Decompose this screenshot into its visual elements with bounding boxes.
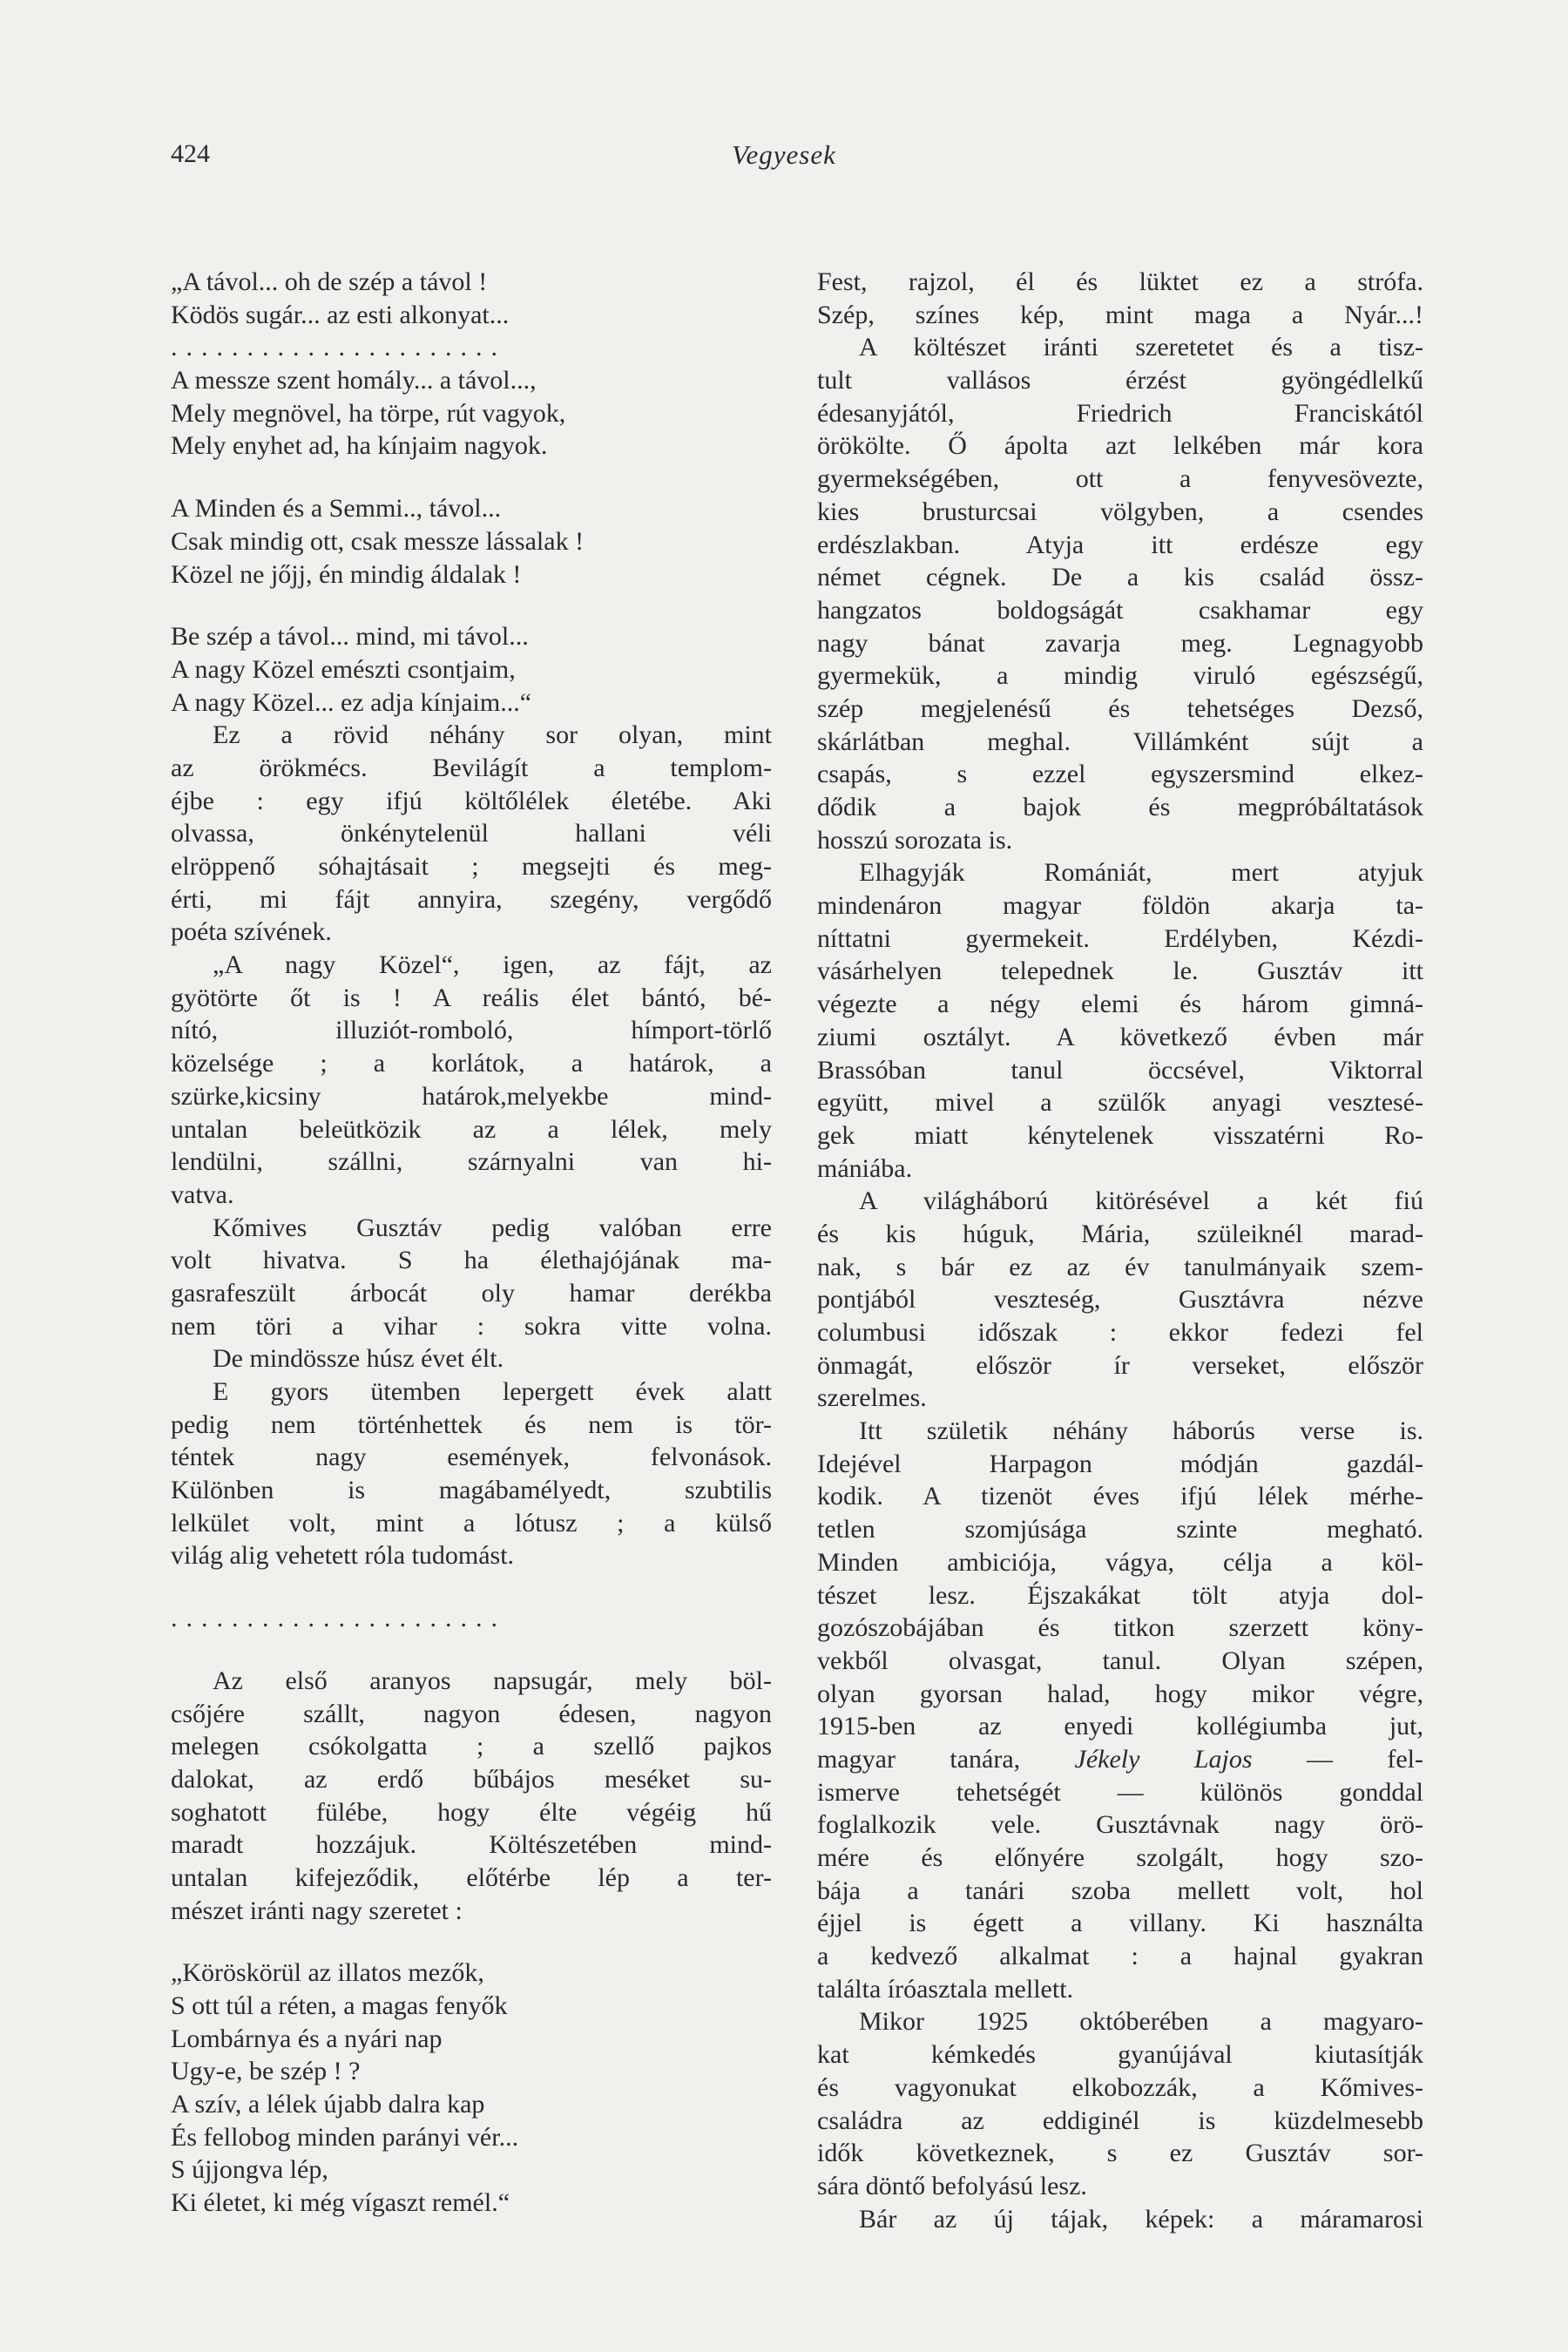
text-line: erdészlakban. Atyja itt erdésze egy <box>817 530 1423 559</box>
text-line: Az első aranyos napsugár, mely böl- <box>213 1666 772 1695</box>
text-line: hangzatos boldogságát csakhamar egy <box>817 595 1423 625</box>
text-line: Ködös sugár... az esti alkonyat... <box>171 300 510 329</box>
text-line: kat kémkedés gyanújával kiutasítják <box>817 2040 1423 2070</box>
text-line: A nagy Közel... ez adja kínjaim...“ <box>171 687 532 717</box>
text-line: Csak mindig ott, csak messze lássalak ! <box>171 526 585 556</box>
text-line: melegen csókolgatta ; a szellő pajkos <box>171 1732 772 1761</box>
text-line: Ez a rövid néhány sor olyan, mint <box>213 720 772 750</box>
text-line: „A távol... oh de szép a távol ! <box>171 267 488 296</box>
text-line: gyermekségében, ott a fenyvesövezte, <box>817 464 1423 494</box>
text-line: olyan gyorsan halad, hogy mikor végre, <box>817 1679 1423 1708</box>
line-gap <box>171 1572 772 1602</box>
text-line: elröppenő sóhajtásait ; megsejti és meg- <box>171 852 772 881</box>
text-line: tetlen szomjúsága szinte megható. <box>817 1515 1423 1544</box>
text-line: poéta szívének. <box>171 917 332 947</box>
text-line: nem töri a vihar : sokra vitte volna. <box>171 1311 772 1341</box>
text-line: együtt, mivel a szülők anyagi vesztesé- <box>817 1088 1423 1118</box>
text-line: olvassa, önkénytelenül hallani véli <box>171 819 772 848</box>
text-line: kodik. A tizenöt éves ifjú lélek mérhe- <box>817 1482 1423 1511</box>
text-line: csapás, s ezzel egyszersmind elkez- <box>817 760 1423 789</box>
text-line: A Minden és a Semmi.., távol... <box>171 494 502 524</box>
text-line: A költészet iránti szeretetet és a tisz- <box>859 333 1423 362</box>
text-line: családra az eddiginél is küzdelmesebb <box>817 2105 1423 2135</box>
text-line: 1915-ben az enyedi kollégiumba jut, <box>817 1712 1423 1741</box>
text-line: Idejével Harpagon módján gazdál- <box>817 1449 1423 1478</box>
text-line: lendülni, szállni, szárnyalni van hi- <box>171 1147 772 1177</box>
text-line: tészet lesz. Éjszakákat tölt atyja dol- <box>817 1580 1423 1610</box>
line-gap <box>171 1635 772 1665</box>
text-line: Itt születik néhány háborús verse is. <box>859 1416 1423 1446</box>
text-line: érti, mi fájt annyira, szegény, vergődő <box>171 884 772 914</box>
text-line: dődik a bajok és megpróbáltatások <box>817 793 1423 821</box>
text-line: gyötörte őt is ! A reális élet bántó, bé- <box>171 983 772 1012</box>
ellipsis-separator: ...................... <box>171 333 506 362</box>
text-line: a kedvező alkalmat : a hajnal gyakran <box>817 1942 1423 1971</box>
text-line: Minden ambiciója, vágya, célja a köl- <box>817 1547 1423 1577</box>
text-line: nító, illuziót-romboló, hímport-törlő <box>171 1016 772 1045</box>
text-line: Különben is magábamélyedt, szubtilis <box>171 1476 772 1505</box>
text-line: magyar tanára, Jékely Lajos — fel- <box>817 1744 1423 1774</box>
line-gap <box>171 591 772 620</box>
text-line: „A nagy Közel“, igen, az fájt, az <box>213 950 772 980</box>
text-line: Közel ne jőjj, én mindig áldalak ! <box>171 559 522 589</box>
text-line: örökölte. Ő ápolta azt lelkében már kora <box>817 431 1423 461</box>
text-line: nak, s bár ez az év tanulmányaik szem- <box>817 1252 1423 1281</box>
text-line: találta íróasztala mellett. <box>817 1974 1074 2004</box>
text-line: vatva. <box>171 1179 234 1209</box>
text-line: De mindössze húsz évet élt. <box>213 1344 504 1374</box>
text-line: Ugy-e, be szép ! ? <box>171 2057 361 2086</box>
text-line: német cégnek. De a kis család össz- <box>817 563 1423 592</box>
text-line: E gyors ütemben lepergett évek alatt <box>213 1377 772 1406</box>
text-line: végezte a négy elemi és három gimná- <box>817 990 1423 1019</box>
text-line: szép megjelenésű és tehetséges Dezső, <box>817 693 1423 723</box>
text-line: Mely enyhet ad, ha kínjaim nagyok. <box>171 431 548 461</box>
text-line: Elhagyják Romániát, mert atyjuk <box>859 858 1423 888</box>
text-line: Mely megnövel, ha törpe, rút vagyok, <box>171 398 566 428</box>
text-line: untalan kifejeződik, előtérbe lép a ter- <box>171 1862 772 1892</box>
text-line: az örökmécs. Bevilágít a templom- <box>171 753 772 782</box>
text-line: A szív, a lélek újabb dalra kap <box>171 2090 485 2119</box>
text-line: hosszú sorozata is. <box>817 825 1013 855</box>
text-line: és kis húguk, Mária, szüleiknél marad- <box>817 1219 1423 1248</box>
text-line: mészet iránti nagy szeretet : <box>171 1896 463 1925</box>
text-line: vásárhelyen telepednek le. Gusztáv itt <box>817 956 1423 986</box>
text-line: mére és előnyére szolgált, hogy szo- <box>817 1843 1423 1872</box>
text-line: önmagát, először ír verseket, először <box>817 1350 1423 1380</box>
right-column <box>817 266 1423 2235</box>
text-line: Ki életet, ki még vígaszt remél.“ <box>171 2188 510 2218</box>
text-line: lelkület volt, mint a lótusz ; a külső <box>171 1508 772 1538</box>
text-line: mindenáron magyar földön akarja ta- <box>817 891 1423 921</box>
text-line: S ott túl a réten, a magas fenyők <box>171 1991 508 2020</box>
line-gap <box>171 1927 772 1957</box>
text-line: níttatni gyermekeit. Erdélyben, Kézdi- <box>817 923 1423 953</box>
page-number: 424 <box>171 139 210 168</box>
text-line: és vagyonukat elkobozzák, a Kőmives- <box>817 2072 1423 2102</box>
text-line: világ alig vehetett róla tudomást. <box>171 1541 515 1571</box>
line-gap <box>171 463 772 492</box>
text-line: A nagy Közel emészti csontjaim, <box>171 654 516 684</box>
text-line: szürke,kicsiny határok,melyekbe mind- <box>171 1081 772 1111</box>
text-line: skárlátban meghal. Villámként sújt a <box>817 727 1423 756</box>
text-line: téntek nagy események, felvonások. <box>171 1443 772 1472</box>
text-line: éjbe : egy ifjú költőlélek életébe. Aki <box>171 786 772 815</box>
text-line: édesanyjától, Friedrich Franciskától <box>817 398 1423 428</box>
text-line: bája a tanári szoba mellett volt, hol <box>817 1876 1423 1905</box>
text-line: Kőmives Gusztáv pedig valóban erre <box>213 1213 772 1242</box>
text-line: pedig nem történhettek és nem is tör- <box>171 1409 772 1439</box>
text-line: ismerve tehetségét — különös gonddal <box>817 1777 1423 1807</box>
text-line: Bár az új tájak, képek: a máramarosi <box>859 2204 1423 2234</box>
text-line: mániába. <box>817 1153 913 1183</box>
text-line: gek miatt kénytelenek visszatérni Ro- <box>817 1120 1423 1150</box>
ellipsis-separator: ...................... <box>171 1604 506 1633</box>
text-line: közelsége ; a korlátok, a határok, a <box>171 1049 772 1078</box>
text-line: éjjel is égett a villany. Ki használta <box>817 1909 1423 1938</box>
text-line: sára döntő befolyású lesz. <box>817 2171 1087 2200</box>
page-header <box>0 139 1568 183</box>
text-line: Brassóban tanul öccsével, Viktorral <box>817 1055 1423 1085</box>
text-line: S újjongva lép, <box>171 2155 328 2185</box>
text-line: szerelmes. <box>817 1383 927 1413</box>
text-line: Lombárnya és a nyári nap <box>171 2024 443 2053</box>
text-line: gozószobájában és titkon szerzett köny- <box>817 1613 1423 1643</box>
text-line: tult vallásos érzést gyöngédlelkű <box>817 366 1423 395</box>
left-column <box>171 266 772 2220</box>
text-line: dalokat, az erdő bűbájos meséket su- <box>171 1764 772 1794</box>
text-line: idők következnek, s ez Gusztáv sor- <box>817 2139 1423 2168</box>
text-line: csőjére szállt, nagyon édesen, nagyon <box>171 1699 772 1728</box>
text-line: ziumi osztályt. A következő évben már <box>817 1022 1423 1051</box>
text-line: pontjából veszteség, Gusztávra nézve <box>817 1285 1423 1315</box>
text-line: Fest, rajzol, él és lüktet ez a strófa. <box>817 267 1423 296</box>
text-line: untalan beleütközik az a lélek, mely <box>171 1114 772 1144</box>
text-line: vekből olvasgat, tanul. Olyan szépen, <box>817 1646 1423 1675</box>
text-line: maradt hozzájuk. Költészetében mind- <box>171 1830 772 1860</box>
text-line: gasrafeszült árbocát oly hamar derékba <box>171 1278 772 1308</box>
text-line: És fellobog minden parányi vér... <box>171 2122 519 2152</box>
text-line: nagy bánat zavarja meg. Legnagyobb <box>817 628 1423 658</box>
text-line: foglalkozik vele. Gusztávnak nagy örö- <box>817 1810 1423 1840</box>
text-line: A messze szent homály... a távol..., <box>171 366 537 395</box>
running-head: Vegyesek <box>732 139 836 170</box>
text-line: kies brusturcsai völgyben, a csendes <box>817 497 1423 526</box>
text-line: „Köröskörül az illatos mezők, <box>171 1958 484 1988</box>
text-line: soghatott fülébe, hogy élte végéig hű <box>171 1797 772 1827</box>
text-line: Mikor 1925 októberében a magyaro- <box>859 2007 1423 2037</box>
text-line: Be szép a távol... mind, mi távol... <box>171 622 529 652</box>
text-line: Szép, színes kép, mint maga a Nyár...! <box>817 300 1423 329</box>
text-line: gyermekük, a mindig viruló egészségű, <box>817 661 1423 691</box>
text-line: columbusi időszak : ekkor fedezi fel <box>817 1318 1423 1347</box>
text-line: volt hivatva. S ha élethajójának ma- <box>171 1246 772 1275</box>
text-line: A világháború kitörésével a két fiú <box>859 1186 1423 1216</box>
